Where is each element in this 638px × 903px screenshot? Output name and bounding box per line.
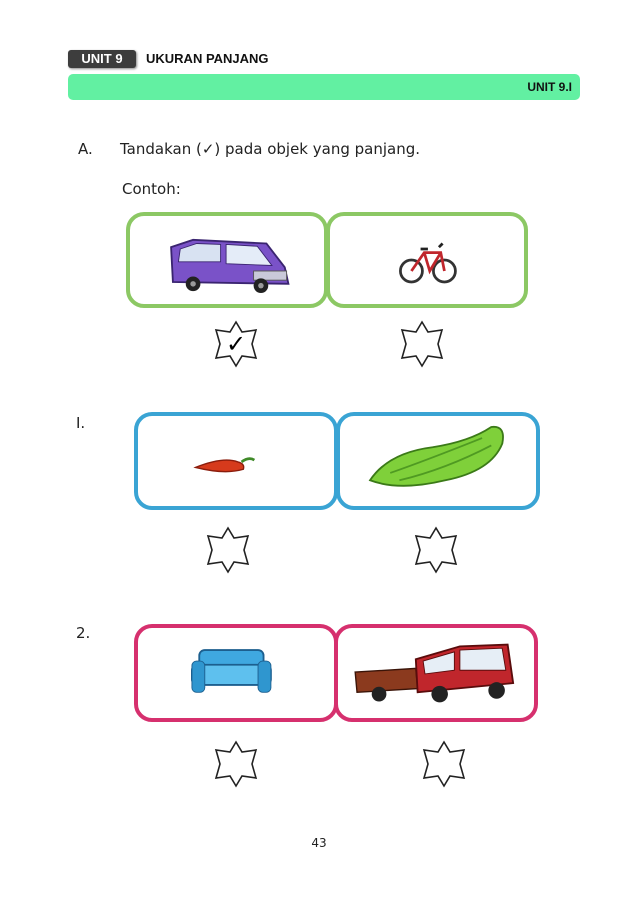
answer-mark [212,740,260,788]
bitter-gourd-image [340,416,536,506]
answer-mark [420,740,468,788]
example-answer-star-left[interactable] [212,320,260,368]
example-box-bicycle [326,212,528,308]
answer-mark [398,320,446,368]
unit-badge: UNIT 9 [68,50,136,68]
question-1-answer-star-right[interactable] [412,526,460,574]
bicycle-image [330,216,524,304]
sofa-image [138,628,334,718]
question-number: I. [76,414,86,432]
sub-unit-label: UNIT 9.I [527,80,572,94]
answer-mark [412,526,460,574]
question-2-answer-star-left[interactable] [212,740,260,788]
example-box-van [126,212,328,308]
truck-image [338,628,534,718]
answer-mark [204,526,252,574]
unit-title: UKURAN PANJANG [146,51,269,66]
chili-image [138,416,334,506]
example-label: Contoh: [122,180,181,198]
question-2-box-truck [334,624,538,722]
question-number: 2. [76,624,91,642]
question-2-answer-star-right[interactable] [420,740,468,788]
section-label: A. [78,140,93,158]
van-image [130,216,324,304]
question-1-box-chili [134,412,338,510]
example-answer-star-right[interactable] [398,320,446,368]
check-mark-icon: ✓ [225,330,247,358]
header-bar [68,74,580,100]
question-1-answer-star-left[interactable] [204,526,252,574]
instruction-text: Tandakan (✓) pada objek yang panjang. [120,140,421,158]
page-number: 43 [311,836,327,850]
question-1-box-gourd [336,412,540,510]
question-2-box-sofa [134,624,338,722]
